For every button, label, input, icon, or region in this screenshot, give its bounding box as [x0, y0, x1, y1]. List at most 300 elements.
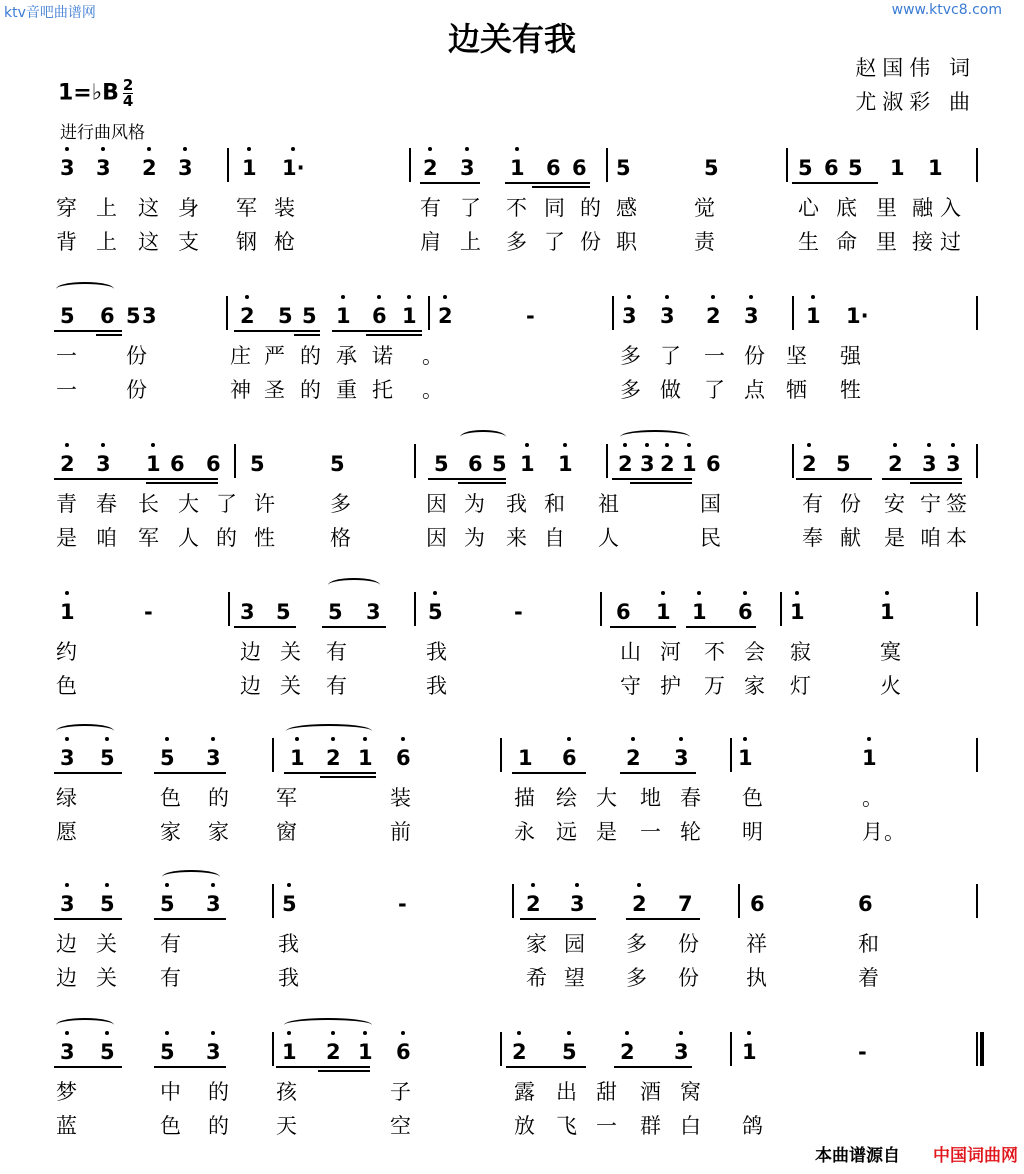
- barline: [976, 148, 978, 182]
- octave-dot: [575, 883, 579, 887]
- barline: [976, 444, 978, 478]
- lyric-char: 心: [798, 196, 819, 220]
- lyric-char: 一: [704, 344, 725, 368]
- beam: [420, 182, 480, 184]
- lyrics-verse-1: [50, 782, 990, 812]
- note: 2: [632, 892, 647, 916]
- note: 5: [330, 452, 345, 476]
- key-text: 1=♭B: [58, 80, 119, 106]
- lyric-char: 不: [506, 196, 527, 220]
- octave-dot: [563, 443, 567, 447]
- octave-dot: [517, 1031, 521, 1035]
- lyrics-verse-2: [50, 226, 990, 256]
- lyric-char: 入: [940, 196, 961, 220]
- slur: [56, 282, 114, 296]
- note: 6: [206, 452, 221, 476]
- lyric-char: 会: [744, 640, 765, 664]
- lyric-char: 色: [742, 786, 763, 810]
- lyric-char: 我: [426, 674, 447, 698]
- note: 3: [460, 156, 475, 180]
- lyric-char: 的: [300, 344, 321, 368]
- lyric-char: 因: [426, 526, 447, 550]
- lyric-char: 窝: [680, 1080, 701, 1104]
- lyric-char: 山: [620, 640, 641, 664]
- note: 2: [326, 746, 341, 770]
- note: 3: [206, 746, 221, 770]
- lyric-char: 接: [912, 230, 933, 254]
- time-signature: [123, 78, 133, 109]
- lyric-char: 春: [680, 786, 701, 810]
- slur: [56, 724, 114, 738]
- lyric-char: 军: [138, 526, 159, 550]
- barline: [272, 884, 274, 918]
- lyric-char: 。: [422, 344, 443, 368]
- note: 2: [526, 892, 541, 916]
- beam: [54, 478, 218, 480]
- slur: [328, 578, 380, 592]
- note: 1: [928, 156, 943, 180]
- note: 5: [328, 600, 343, 624]
- octave-dot: [795, 591, 799, 595]
- beam: [322, 626, 386, 628]
- barline: [976, 738, 978, 772]
- note: 1: [738, 746, 753, 770]
- note: 1: [242, 156, 257, 180]
- note: 3: [96, 156, 111, 180]
- lyric-char: 边: [240, 640, 261, 664]
- lyric-char: 有: [420, 196, 441, 220]
- lyric-char: 关: [280, 674, 301, 698]
- note: 1: [336, 304, 351, 328]
- note: 5: [100, 1040, 115, 1064]
- note: 5: [160, 1040, 175, 1064]
- barline: [792, 444, 794, 478]
- lyric-char: 祥: [746, 932, 767, 956]
- note: 1: [790, 600, 805, 624]
- note: 2: [60, 452, 75, 476]
- octave-dot: [567, 1031, 571, 1035]
- lyric-char: 家: [526, 932, 547, 956]
- lyric-char: 绘: [556, 786, 577, 810]
- note: 2: [888, 452, 903, 476]
- lyric-char: 国: [700, 492, 721, 516]
- barline: [606, 444, 608, 478]
- lyric-char: 大: [596, 786, 617, 810]
- beam: [154, 772, 226, 774]
- beam: [506, 1066, 586, 1068]
- lyric-char: 万: [704, 674, 725, 698]
- note: 1: [510, 156, 525, 180]
- lyric-char: 过: [940, 230, 961, 254]
- lyric-char: 牲: [840, 378, 861, 402]
- octave-dot: [105, 883, 109, 887]
- lyric-char: 装: [390, 786, 411, 810]
- note: 1: [656, 600, 671, 624]
- note: -: [144, 600, 153, 624]
- lyric-char: 多: [620, 378, 641, 402]
- note: 1: [806, 304, 821, 328]
- lyric-char: 一: [596, 1114, 617, 1138]
- note: 5: [434, 452, 449, 476]
- final-barline: [976, 1032, 984, 1066]
- barline: [500, 1032, 502, 1066]
- barline: [730, 738, 732, 772]
- octave-dot: [951, 443, 955, 447]
- beam-double: [366, 334, 422, 336]
- lyric-char: 托: [372, 378, 393, 402]
- lyric-char: 不: [704, 640, 725, 664]
- lyrics-verse-1: [50, 928, 990, 958]
- lyric-char: 有: [802, 492, 823, 516]
- note: 2: [618, 452, 633, 476]
- lyric-char: 鸽: [742, 1114, 763, 1138]
- lyric-char: 许: [254, 492, 275, 516]
- lyric-char: 和: [858, 932, 879, 956]
- lyric-char: 装: [274, 196, 295, 220]
- note: -: [526, 304, 535, 328]
- note: 1: [518, 746, 533, 770]
- lyric-char: 我: [278, 932, 299, 956]
- lyric-char: 为: [464, 526, 485, 550]
- lyric-char: 上: [460, 230, 481, 254]
- octave-dot: [101, 443, 105, 447]
- lyric-char: 份: [678, 932, 699, 956]
- octave-dot: [697, 591, 701, 595]
- note: 3: [674, 746, 689, 770]
- lyric-char: 一: [56, 344, 77, 368]
- lyric-char: 描: [514, 786, 535, 810]
- note: 6: [824, 156, 839, 180]
- lyric-char: 。: [884, 820, 905, 844]
- lyric-char: 梦: [56, 1080, 77, 1104]
- note: 3: [60, 156, 75, 180]
- lyric-char: 里: [876, 196, 897, 220]
- octave-dot: [151, 443, 155, 447]
- octave-dot: [747, 1031, 751, 1035]
- lyric-char: 前: [390, 820, 411, 844]
- lyric-char: 咱: [920, 526, 941, 550]
- octave-dot: [679, 737, 683, 741]
- note: 6: [738, 600, 753, 624]
- lyrics-verse-1: [50, 636, 990, 666]
- lyric-char: 露: [514, 1080, 535, 1104]
- octave-dot: [101, 147, 105, 151]
- barline: [414, 444, 416, 478]
- lyric-char: 上: [96, 196, 117, 220]
- lyric-char: 份: [678, 966, 699, 990]
- lyric-char: 我: [426, 640, 447, 664]
- beam: [505, 182, 590, 184]
- lyric-char: 的: [208, 1080, 229, 1104]
- beam: [686, 626, 756, 628]
- note: 3: [96, 452, 111, 476]
- note: 1: [60, 600, 75, 624]
- beam-double: [458, 482, 506, 484]
- lyric-char: 灯: [790, 674, 811, 698]
- note: 3: [674, 1040, 689, 1064]
- beam: [882, 478, 962, 480]
- barline: [786, 148, 788, 182]
- octave-dot: [637, 883, 641, 887]
- lyric-char: 份: [840, 492, 861, 516]
- note: 3: [178, 156, 193, 180]
- lyric-char: 关: [96, 966, 117, 990]
- lyric-char: 有: [326, 674, 347, 698]
- lyric-char: 是: [884, 526, 905, 550]
- octave-dot: [525, 443, 529, 447]
- lyric-char: 明: [742, 820, 763, 844]
- octave-dot: [401, 1031, 405, 1035]
- note: 5: [848, 156, 863, 180]
- lyric-char: 关: [280, 640, 301, 664]
- octave-dot: [893, 443, 897, 447]
- lyric-char: 了: [544, 230, 565, 254]
- lyric-char: 窗: [276, 820, 297, 844]
- note: 3: [60, 892, 75, 916]
- note: 6: [100, 304, 115, 328]
- lyric-char: 寂: [790, 640, 811, 664]
- lyric-char: 色: [160, 1114, 181, 1138]
- note: 1: [880, 600, 895, 624]
- lyric-char: 人: [598, 526, 619, 550]
- octave-dot: [65, 591, 69, 595]
- octave-dot: [211, 1031, 215, 1035]
- barline: [272, 1032, 274, 1066]
- note: 2: [626, 746, 641, 770]
- lyric-char: 性: [254, 526, 275, 550]
- barline: [976, 592, 978, 626]
- beam: [792, 182, 878, 184]
- song-title: 边关有我: [447, 20, 576, 58]
- lyric-char: 放: [514, 1114, 535, 1138]
- note: 6: [170, 452, 185, 476]
- lyricist-credit: 赵国伟 词: [855, 56, 976, 80]
- lyric-char: 感: [616, 196, 637, 220]
- lyric-char: 份: [744, 344, 765, 368]
- lyric-char: 多: [506, 230, 527, 254]
- lyric-char: 园: [564, 932, 585, 956]
- lyrics-verse-1: [50, 1076, 990, 1106]
- note: 3: [570, 892, 585, 916]
- note: 5: [616, 156, 631, 180]
- slur: [162, 870, 220, 884]
- lyric-char: 格: [330, 526, 351, 550]
- lyric-char: 边: [56, 966, 77, 990]
- note: 6: [396, 1040, 411, 1064]
- beam-double: [532, 186, 590, 188]
- lyric-char: 火: [880, 674, 901, 698]
- beam: [610, 626, 676, 628]
- lyric-char: 命: [836, 230, 857, 254]
- octave-dot: [65, 883, 69, 887]
- lyric-char: 绿: [56, 786, 77, 810]
- slur: [286, 724, 372, 738]
- barline: [606, 148, 608, 182]
- lyric-char: 份: [126, 344, 147, 368]
- watermark-right: www.ktvc8.com: [891, 2, 1002, 18]
- note: 6: [706, 452, 721, 476]
- barline: [227, 148, 229, 182]
- lyric-char: 融: [912, 196, 933, 220]
- octave-dot: [743, 591, 747, 595]
- note: 6: [616, 600, 631, 624]
- lyric-char: 孩: [276, 1080, 297, 1104]
- note: 3: [142, 304, 157, 328]
- note: 3: [744, 304, 759, 328]
- note: 6: [396, 746, 411, 770]
- lyrics-verse-2: [50, 522, 990, 552]
- note: 5: [798, 156, 813, 180]
- lyric-char: 我: [506, 492, 527, 516]
- beam-double: [294, 334, 320, 336]
- lyric-char: 是: [596, 820, 617, 844]
- note: 6: [858, 892, 873, 916]
- lyric-char: 色: [56, 674, 77, 698]
- note: 5: [704, 156, 719, 180]
- octave-dot: [627, 295, 631, 299]
- lyric-char: 和: [544, 492, 565, 516]
- barline: [234, 444, 236, 478]
- lyric-char: 有: [160, 932, 181, 956]
- lyrics-verse-1: [50, 192, 990, 222]
- note: 5: [562, 1040, 577, 1064]
- note: 3: [946, 452, 961, 476]
- note: 6: [562, 746, 577, 770]
- note: 3: [206, 1040, 221, 1064]
- lyric-char: 宁: [920, 492, 941, 516]
- octave-dot: [428, 147, 432, 151]
- note: 5: [428, 600, 443, 624]
- lyric-char: 酒: [640, 1080, 661, 1104]
- lyric-char: 白: [680, 1114, 701, 1138]
- octave-dot: [147, 147, 151, 151]
- note: 5: [100, 746, 115, 770]
- note: 1: [358, 1040, 373, 1064]
- octave-dot: [183, 147, 187, 151]
- octave-dot: [811, 295, 815, 299]
- lyric-char: 有: [160, 966, 181, 990]
- note: 2: [706, 304, 721, 328]
- lyric-char: 为: [464, 492, 485, 516]
- lyric-char: 安: [884, 492, 905, 516]
- lyrics-verse-2: [50, 1110, 990, 1140]
- lyrics-verse-2: [50, 670, 990, 700]
- composer-credit: 尤淑彩 曲: [855, 90, 976, 114]
- note: 5: [160, 746, 175, 770]
- octave-dot: [443, 295, 447, 299]
- note: 3: [206, 892, 221, 916]
- octave-dot: [567, 737, 571, 741]
- barline: [730, 1032, 732, 1066]
- lyric-char: 中: [160, 1080, 181, 1104]
- lyric-char: 有: [326, 640, 347, 664]
- lyric-char: 远: [556, 820, 577, 844]
- style-note: 进行曲风格: [60, 123, 145, 143]
- note: 1: [290, 746, 305, 770]
- lyric-char: 的: [300, 378, 321, 402]
- lyric-char: 重: [336, 378, 357, 402]
- lyric-char: 地: [640, 786, 661, 810]
- lyric-char: 边: [56, 932, 77, 956]
- octave-dot: [531, 883, 535, 887]
- lyric-char: 多: [330, 492, 351, 516]
- octave-dot: [625, 1031, 629, 1035]
- barline: [780, 592, 782, 626]
- octave-dot: [743, 737, 747, 741]
- beam-double: [318, 1070, 370, 1072]
- barline: [226, 296, 228, 330]
- lyric-char: 做: [660, 378, 681, 402]
- slur: [620, 430, 690, 444]
- lyric-char: 枪: [274, 230, 295, 254]
- lyric-char: 家: [160, 820, 181, 844]
- lyric-char: 天: [276, 1114, 297, 1138]
- lyric-char: 多: [626, 966, 647, 990]
- note: 1: [358, 746, 373, 770]
- lyric-char: 的: [580, 196, 601, 220]
- lyric-char: 点: [744, 378, 765, 402]
- lyric-char: 这: [138, 196, 159, 220]
- lyric-char: 了: [704, 378, 725, 402]
- beam-double: [96, 334, 122, 336]
- note: 6: [572, 156, 587, 180]
- lyric-char: 青: [56, 492, 77, 516]
- beam: [54, 772, 122, 774]
- lyric-char: 责: [694, 230, 715, 254]
- lyrics-verse-1: [50, 488, 990, 518]
- barline: [976, 296, 978, 330]
- lyric-char: 份: [580, 230, 601, 254]
- note: 6: [750, 892, 765, 916]
- octave-dot: [291, 147, 295, 151]
- lyric-char: 的: [208, 1114, 229, 1138]
- lyric-char: 空: [390, 1114, 411, 1138]
- lyric-char: 执: [746, 966, 767, 990]
- lyric-char: 神: [230, 378, 251, 402]
- barline: [738, 884, 740, 918]
- octave-dot: [165, 737, 169, 741]
- lyric-char: 月: [862, 820, 883, 844]
- lyric-char: 本: [946, 526, 967, 550]
- note: 1: [282, 1040, 297, 1064]
- octave-dot: [287, 883, 291, 887]
- octave-dot: [165, 1031, 169, 1035]
- note: 2: [438, 304, 453, 328]
- octave-dot: [211, 737, 215, 741]
- lyric-char: 子: [390, 1080, 411, 1104]
- note: 1·: [282, 156, 305, 180]
- lyric-char: 愿: [56, 820, 77, 844]
- lyric-char: 寞: [880, 640, 901, 664]
- note: 5: [278, 304, 293, 328]
- lyric-char: 这: [138, 230, 159, 254]
- barline: [272, 738, 274, 772]
- lyric-char: 军: [276, 786, 297, 810]
- note: 5: [100, 892, 115, 916]
- lyric-char: 签: [946, 492, 967, 516]
- note: 5: [250, 452, 265, 476]
- note: 3: [660, 304, 675, 328]
- beam: [54, 918, 122, 920]
- barline: [228, 592, 230, 626]
- notes-row: [50, 150, 990, 190]
- note: 5: [492, 452, 507, 476]
- beam: [154, 918, 226, 920]
- notes-row: [50, 594, 990, 634]
- time-top: 2: [122, 76, 134, 94]
- lyric-char: 群: [640, 1114, 661, 1138]
- lyric-char: 诺: [372, 344, 393, 368]
